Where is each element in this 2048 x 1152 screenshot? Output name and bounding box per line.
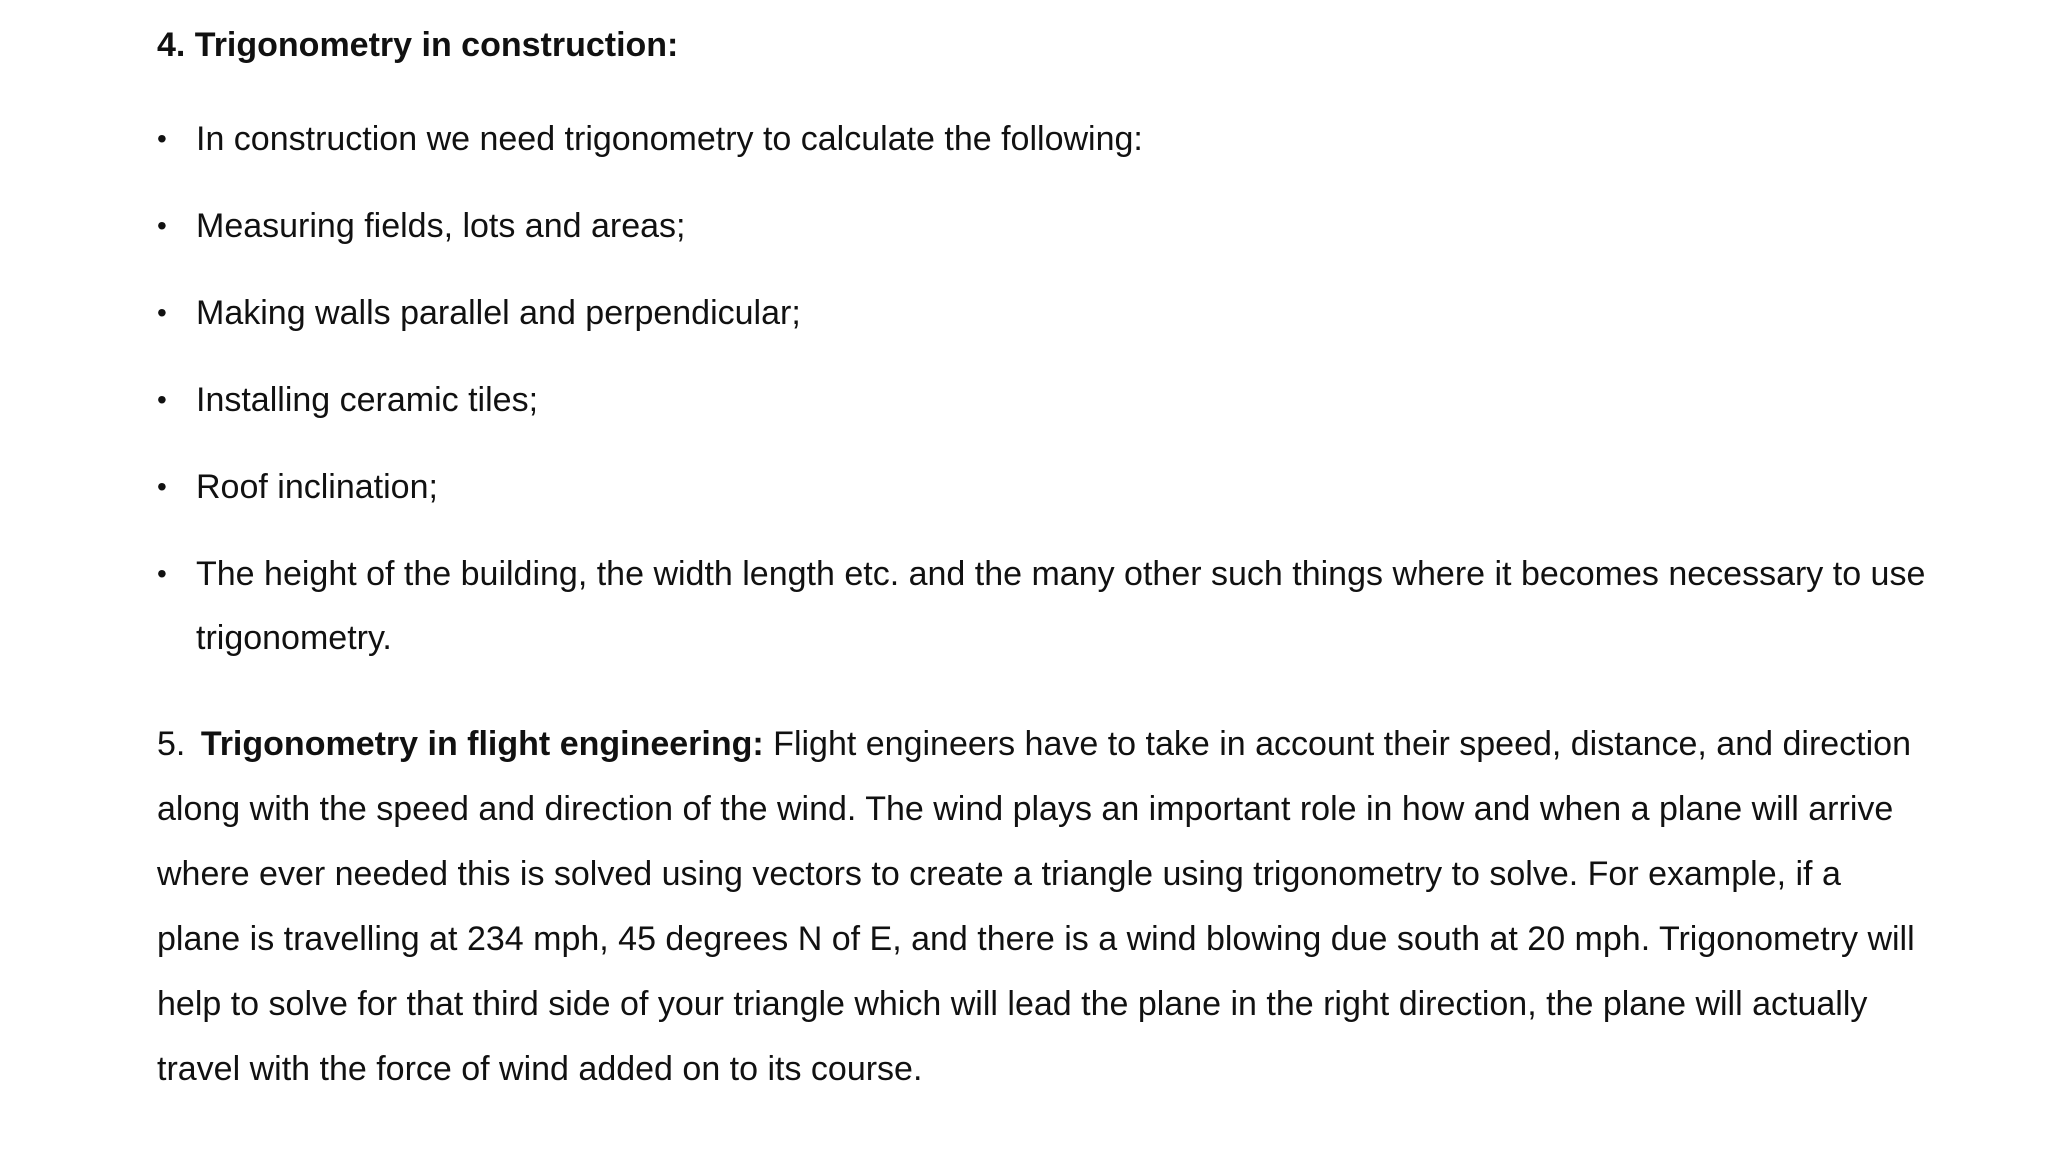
list-item-text: In construction we need trigonometry to calculate the following: [196,120,1143,158]
bullet-icon: • [157,210,167,241]
bullet-icon: • [157,297,167,328]
section-4-heading: 4. Trigonometry in construction: [157,26,679,64]
section-5-body: Flight engineers have to take in account their speed, distance, and direction along with the speed and direction of the wind. The wind plays an important role in how and when a plane will arrive where ever needed this is solved using vectors to create a triangle using trigonometry to solve. For example, if a plane is travelling at 234 mph, 45 degrees N of E, and there is a wind blowing due south at 20 mph. Trigonometry will help to solve for that third side of your triangle which will lead the plane in the right direction, the plane will actually travel with the force of wind added on to its course. [157,725,1915,1088]
list-item-text: Roof inclination; [196,468,438,506]
construction-bullet-list [157,107,1927,693]
list-item-text: Measuring fields, lots and areas; [196,207,686,245]
list-item [157,281,1927,345]
section-5-heading: Trigonometry in flight engineering: [200,725,764,763]
bullet-icon: • [157,558,167,589]
bullet-icon: • [157,384,167,415]
list-item [157,368,1927,432]
bullet-icon: • [157,123,167,154]
list-item [157,107,1927,171]
section-5-paragraph [157,712,1917,1102]
list-item [157,455,1927,519]
list-item-text: Installing ceramic tiles; [196,381,539,419]
list-item-text: The height of the building, the width length etc. and the many other such things where it becomes necessary to use trigonometry. [196,555,1926,657]
list-item-text: Making walls parallel and perpendicular; [196,294,801,332]
list-item [157,194,1927,258]
section-5-number: 5. [157,725,186,763]
list-item [157,542,1927,670]
bullet-icon: • [157,471,167,502]
